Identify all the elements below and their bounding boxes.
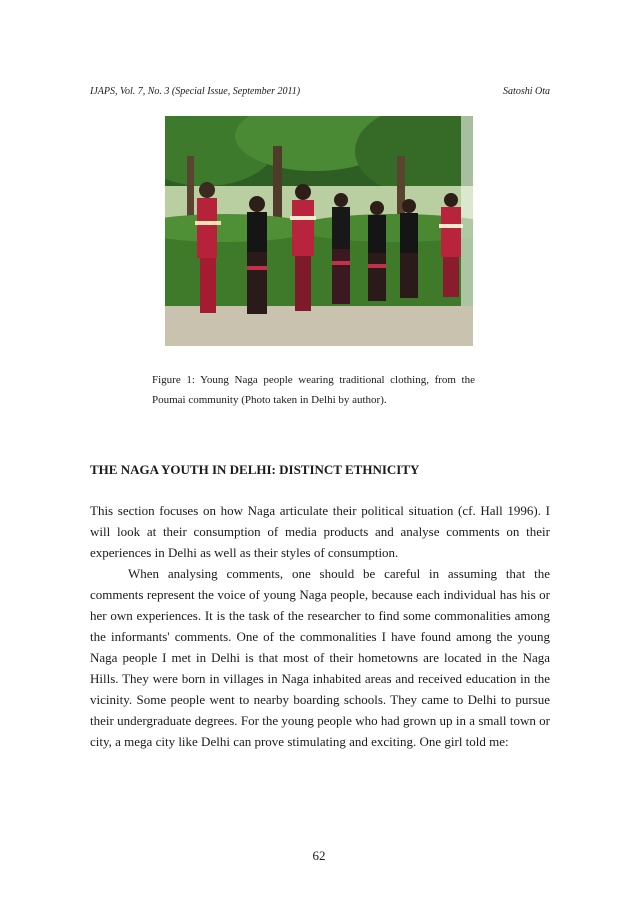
paragraph-2: When analysing comments, one should be careful in assuming that the comments represent the voice of young Naga people, because each individual has his or her own experiences. It is the task of the researcher to find some commonalities among the informants' comments. One of the commonalities I have found among the young Naga people I met in Delhi is that most of their hometowns are located in the Naga Hills. They were born in villages in Naga inhabited areas and received education in the vicinity. Some people went to nearby boarding schools. They came to Delhi to pursue their undergraduate degrees. For the young people who had grown up in a small town or city, a mega city like Delhi can prove stimulating and exciting. One girl told me: [90,566,550,749]
figure-photo [165,116,473,346]
paragraph-1: This section focuses on how Naga articulate their political situation (cf. Hall 1996). I will look at their consumption of media products and analyse comments on their experiences in Delhi as well as their styles of consumption. [90,503,550,560]
running-header [90,86,550,100]
journal-citation: IJAPS, Vol. 7, No. 3 (Special Issue, September 2011) [90,86,301,97]
body-text [90,500,550,752]
header-author: Satoshi Ota [503,86,550,97]
section-heading: THE NAGA YOUTH IN DELHI: DISTINCT ETHNICITY [90,462,420,477]
page-number: 62 [312,848,326,863]
figure-caption: Figure 1: Young Naga people wearing traditional clothing, from the Poumai community (Photo taken in Delhi by author). [152,374,475,406]
